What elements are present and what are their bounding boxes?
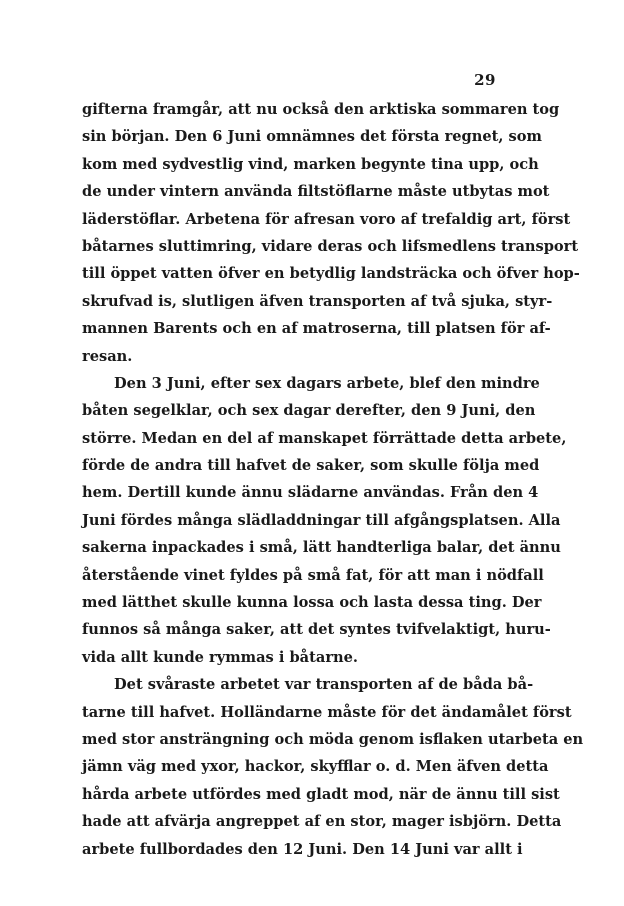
text-line: arbete fullbordades den 12 Juni. Den 14 Juni var allt i: [82, 840, 523, 858]
text-line: vida allt kunde rymmas i båtarne.: [82, 648, 358, 666]
text-line: hade att afvärja angreppet af en stor, mager isbjörn. Detta: [82, 813, 562, 831]
text-line: med lätthet skulle kunna lossa och lasta dessa ting. Der: [82, 594, 542, 612]
text-line: större. Medan en del af manskapet förrättade detta arbete,: [82, 429, 567, 447]
text-line: jämn väg med yxor, hackor, skyfflar o. d. Men äfven detta: [82, 758, 549, 776]
text-line: gifterna framgår, att nu också den arktiska sommaren tog: [82, 101, 560, 118]
text-line: Det svåraste arbetet var transporten af de båda bå-: [114, 676, 534, 694]
text-line: till öppet vatten öfver en betydlig landsträcka och öfver hop-: [82, 265, 580, 283]
text-line: återstående vinet fyldes på små fat, för att man i nödfall: [82, 566, 544, 584]
text-line: Juni fördes många slädladdningar till afgångsplatsen. Alla: [82, 511, 561, 529]
text-line: förde de andra till hafvet de saker, som skulle följa med: [82, 457, 540, 475]
text-line: kom med sydvestlig vind, marken begynte tina upp, och: [82, 155, 539, 173]
text-line: tarne till hafvet. Holländarne måste för det ändamålet först: [82, 703, 572, 721]
paragraph: [82, 370, 567, 671]
paragraph: [82, 671, 584, 863]
text-line: funnos så många saker, att det syntes tvifvelaktigt, huru-: [82, 621, 551, 639]
text-line: hem. Dertill kunde ännu slädarne användas. Från den 4: [82, 484, 539, 502]
text-line: mannen Barents och en af matroserna, till platsen för af-: [82, 320, 551, 338]
paragraph: [82, 96, 580, 370]
text-line: hårda arbete utfördes med gladt mod, när de ännu till sist: [82, 785, 560, 803]
text-line: båtarnes sluttimring, vidare deras och lifsmedlens transport: [82, 237, 579, 255]
text-line: med stor ansträngning och möda genom isflaken utarbeta en: [82, 730, 584, 748]
text-line: sin början. Den 6 Juni omnämnes det första regnet, som: [82, 128, 542, 146]
text-line: skrufvad is, slutligen äfven transporten af två sjuka, styr-: [82, 292, 553, 310]
text-line: resan.: [82, 347, 133, 365]
text-line: Den 3 Juni, efter sex dagars arbete, blef den mindre: [114, 374, 540, 392]
body-text: [82, 96, 584, 863]
text-line: de under vintern använda filtstöflarne måste utbytas mot: [82, 183, 550, 201]
page-number: 29: [474, 71, 496, 89]
text-line: sakerna inpackades i små, lätt handterliga balar, det ännu: [82, 539, 561, 557]
text-line: läderstöflar. Arbetena för afresan voro af trefaldig art, först: [82, 210, 571, 228]
text-line: båten segelklar, och sex dagar derefter, den 9 Juni, den: [82, 402, 536, 420]
